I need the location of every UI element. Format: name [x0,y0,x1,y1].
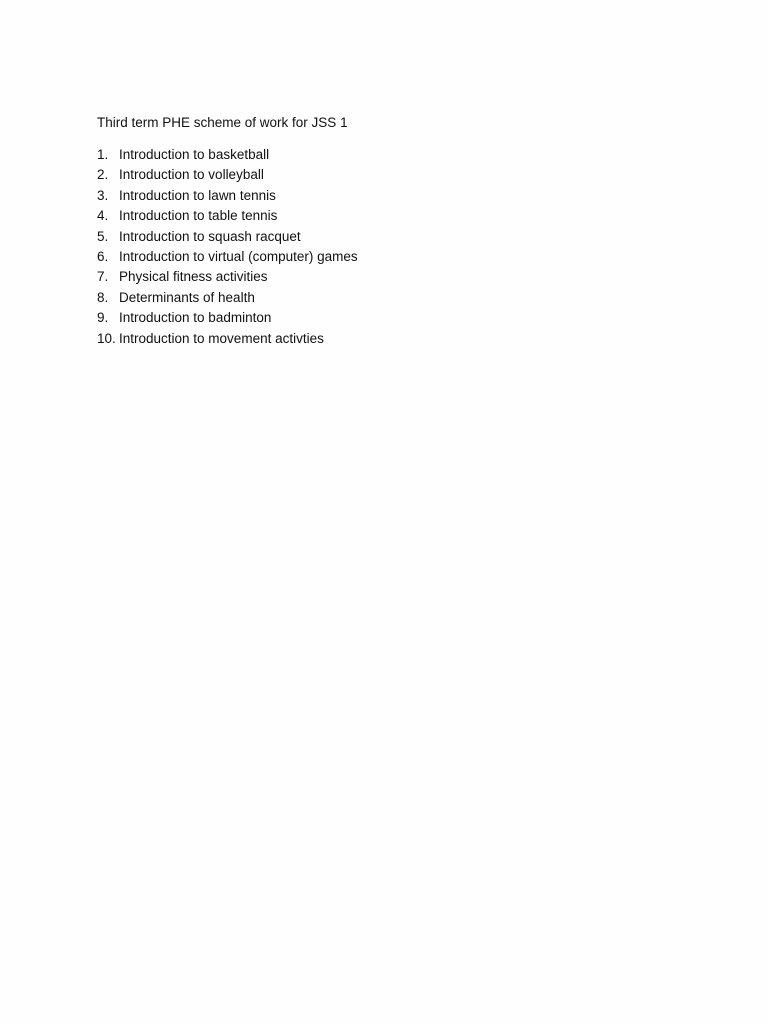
scheme-of-work-list [97,145,358,349]
list-item-number: 7. [97,269,109,285]
list-item-text: Introduction to lawn tennis [119,187,276,203]
list-item-number: 10. [97,330,116,346]
list-item [97,186,358,206]
list-item-text: Introduction to table tennis [119,208,278,224]
list-item [97,308,358,328]
list-item-text: Introduction to badminton [119,310,272,326]
list-item-text: Introduction to volleyball [119,167,264,183]
list-item-number: 2. [97,167,109,183]
list-item-number: 3. [97,187,109,203]
list-item-number: 6. [97,248,109,264]
list-item-number: 4. [97,208,109,224]
list-item [97,145,358,165]
list-item [97,288,358,308]
list-item-text: Introduction to movement activties [119,330,324,346]
list-item-text: Introduction to basketball [119,147,270,162]
list-item-text: Introduction to virtual (computer) games [119,248,358,264]
list-item-number: 8. [97,289,109,305]
list-item [97,247,358,267]
list-item [97,227,358,247]
list-item-text: Physical fitness activities [119,269,268,285]
document-title: Third term PHE scheme of work for JSS 1 [97,115,348,130]
list-item [97,206,358,226]
list-item [97,165,358,185]
list-item-text: Determinants of health [119,289,255,305]
list-item [97,329,358,349]
list-item-text: Introduction to squash racquet [119,228,301,244]
list-item-number: 1. [97,147,109,162]
list-item [97,267,358,287]
list-item-number: 9. [97,310,109,326]
list-item-number: 5. [97,228,109,244]
